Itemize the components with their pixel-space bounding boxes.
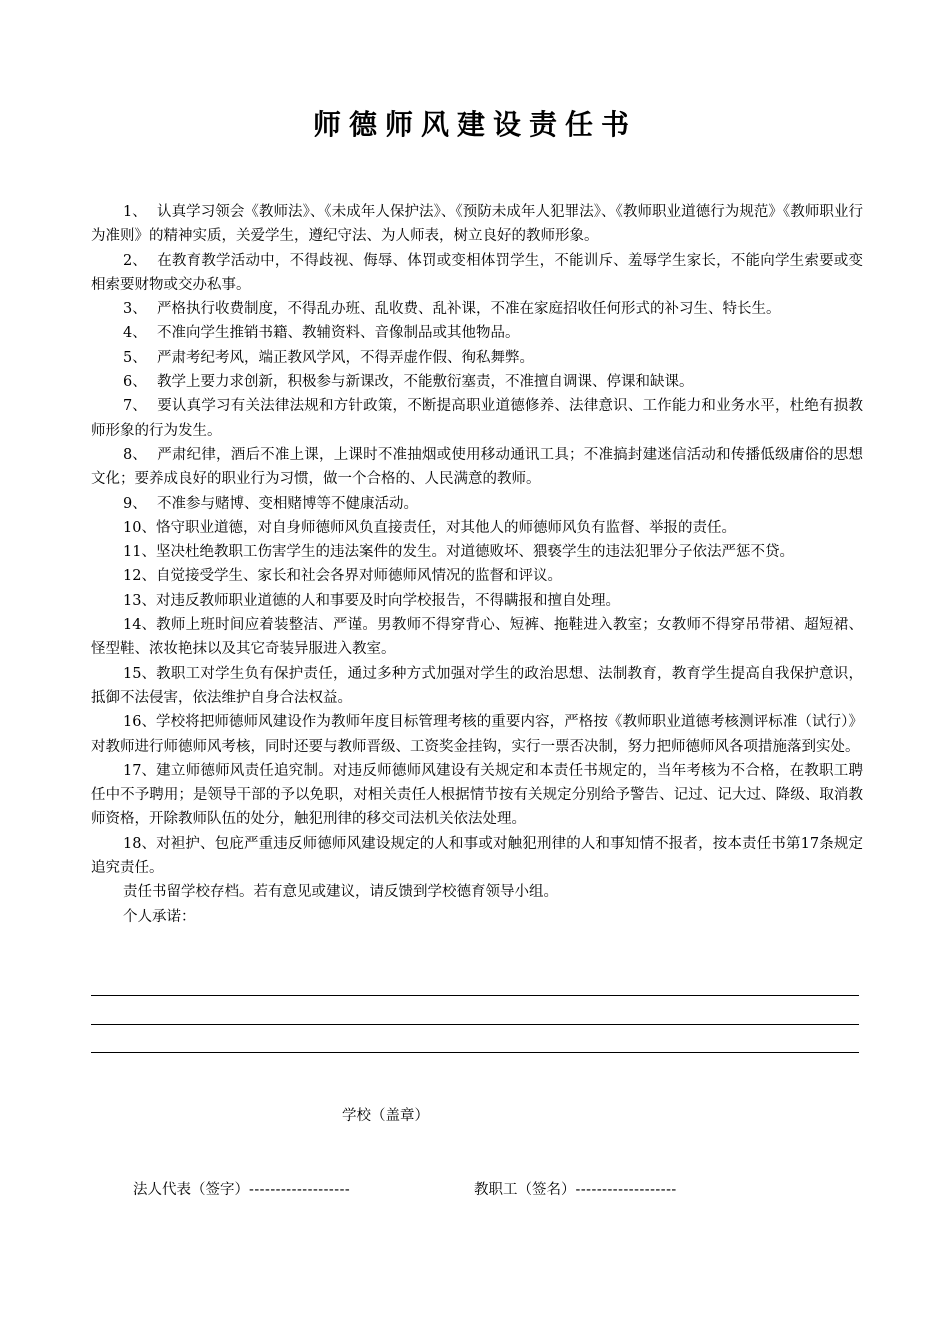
clause-number: 7、: [123, 398, 147, 415]
clause-9: [91, 492, 863, 516]
staff-signature: [474, 1178, 677, 1202]
clause-number: 9、: [123, 495, 147, 512]
clause-3: [91, 297, 863, 321]
clause-text: 教学上要力求创新，积极参与新课改，不能敷衍塞责，不准擅自调课、停课和缺课。: [157, 374, 694, 391]
clause-text: 认真学习领会《教师法》、《未成年人保护法》、《预防未成年人犯罪法》、《教师职业道德行为规范》《教师职业行为准则》的精神实质，关爱学生，遵纪守法、为人师表，树立良好的教师形象。: [91, 204, 863, 245]
clause-text: 教职工对学生负有保护责任，通过多种方式加强对学生的政治思想、法制教育，教育学生提高自我保护意识，抵御不法侵害，依法维护自身合法权益。: [91, 665, 863, 706]
clause-15: [91, 662, 863, 711]
pledge-label: 个人承诺：: [123, 908, 196, 925]
clause-number: 5、: [123, 349, 147, 366]
clause-number: 4、: [123, 325, 147, 342]
pledge-line[interactable]: [91, 1052, 859, 1053]
legal-rep-signature-blank[interactable]: -------------------: [249, 1182, 351, 1198]
clause-11: [91, 540, 863, 564]
staff-label: 教职工（签名）: [474, 1182, 576, 1198]
school-seal-label: 学校（盖章）: [342, 1108, 429, 1124]
clause-text: 教师上班时间应着装整洁、严谨。男教师不得穿背心、短裤、拖鞋进入教室；女教师不得穿吊带裙、超短裙、怪型鞋、浓妆艳抹以及其它奇装异服进入教室。: [91, 617, 863, 658]
clause-number: 1、: [123, 204, 147, 220]
clause-18: [91, 832, 863, 881]
legal-rep-label: 法人代表（签字）: [133, 1182, 249, 1198]
clause-text: 严格执行收费制度，不得乱办班、乱收费、乱补课，不准在家庭招收任何形式的补习生、特长生。: [157, 301, 781, 318]
clause-text: 自觉接受学生、家长和社会各界对师德师风情况的监督和评议。: [155, 568, 562, 585]
clause-number: 16、: [123, 714, 156, 731]
clause-text: 不准参与赌博、变相赌博等不健康活动。: [157, 495, 418, 512]
clause-17: [91, 759, 863, 832]
pledge-line[interactable]: [91, 995, 859, 996]
clause-1: [91, 200, 863, 249]
clause-text: 要认真学习有关法律法规和方针政策，不断提高职业道德修养、法律意识、工作能力和业务水平，杜绝有损教师形象的行为发生。: [91, 398, 863, 439]
clause-7: [91, 394, 863, 443]
clause-12: [91, 564, 863, 588]
clause-4: [91, 321, 863, 345]
clause-number: 12、: [123, 568, 156, 585]
clause-number: 8、: [123, 446, 147, 463]
clause-8: [91, 443, 863, 492]
clause-text: 学校将把师德师风建设作为教师年度目标管理考核的重要内容，严格按《教师职业道德考核测评标准（试行）》对教师进行师德师风考核，同时还要与教师晋级、工资奖金挂钩，实行一票否决制，努力把师德师风各项措施落到实处。: [91, 714, 863, 755]
clause-number: 6、: [123, 374, 147, 391]
clause-16: [91, 710, 863, 759]
clause-number: 13、: [123, 592, 156, 609]
clause-14: [91, 613, 863, 662]
document-body: [91, 200, 863, 929]
clause-text: 对违反教师职业道德的人和事要及时向学校报告，不得瞒报和擅自处理。: [155, 592, 620, 609]
clause-text: 不准向学生推销书籍、教辅资料、音像制品或其他物品。: [157, 325, 520, 342]
clause-number: 3、: [123, 301, 147, 318]
clause-text: 建立师德师风责任追究制。对违反师德师风建设有关规定和本责任书规定的，当年考核为不合格，在教职工聘任中不予聘用；是领导干部的予以免职，对相关责任人根据情节按有关规定分别给予警告、记过、记大过、降级、取消教师资格，开除教师队伍的处分，触犯刑律的移交司法机关依法处理。: [91, 762, 863, 828]
clause-text: 恪守职业道德，对自身师德师风负直接责任，对其他人的师德师风负有监督、举报的责任。: [155, 519, 736, 536]
clause-5: [91, 346, 863, 370]
clause-10: [91, 516, 863, 540]
staff-signature-blank[interactable]: -------------------: [575, 1182, 677, 1198]
clause-6: [91, 370, 863, 394]
clause-text: 严肃纪律，酒后不准上课，上课时不准抽烟或使用移动通讯工具；不准搞封建迷信活动和传播低级庸俗的思想文化；要养成良好的职业行为习惯，做一个合格的、人民满意的教师。: [91, 446, 863, 488]
clause-number: 14、: [123, 617, 156, 634]
clause-number: 18、: [123, 835, 156, 852]
document-title: 师德师风建设责任书: [312, 108, 637, 141]
legal-rep-signature: [133, 1178, 350, 1202]
clause-text: 对袒护、包庇严重违反师德师风建设规定的人和事或对触犯刑律的人和事知情不报者，按本责任书第17条规定追究责任。: [91, 835, 863, 877]
clause-number: 15、: [123, 665, 156, 682]
clause-text: 坚决杜绝教职工伤害学生的违法案件的发生。对道德败坏、猥亵学生的违法犯罪分子依法严惩不贷。: [155, 544, 794, 561]
clause-text: 严肃考纪考风，端正教风学风，不得弄虚作假、徇私舞弊。: [157, 349, 534, 366]
clause-number: 17、: [123, 762, 156, 779]
clause-13: [91, 589, 863, 613]
clause-number: 10、: [123, 519, 156, 536]
clause-2: [91, 249, 863, 298]
archive-note: 责任书留学校存档。若有意见或建议，请反馈到学校德育领导小组。: [123, 884, 558, 901]
pledge-line[interactable]: [91, 1024, 859, 1025]
clause-number: 11、: [123, 544, 156, 561]
clause-text: 在教育教学活动中，不得歧视、侮辱、体罚或变相体罚学生，不能训斥、羞辱学生家长，不能向学生索要或变相索要财物或交办私事。: [91, 252, 863, 293]
clause-number: 2、: [123, 252, 147, 269]
